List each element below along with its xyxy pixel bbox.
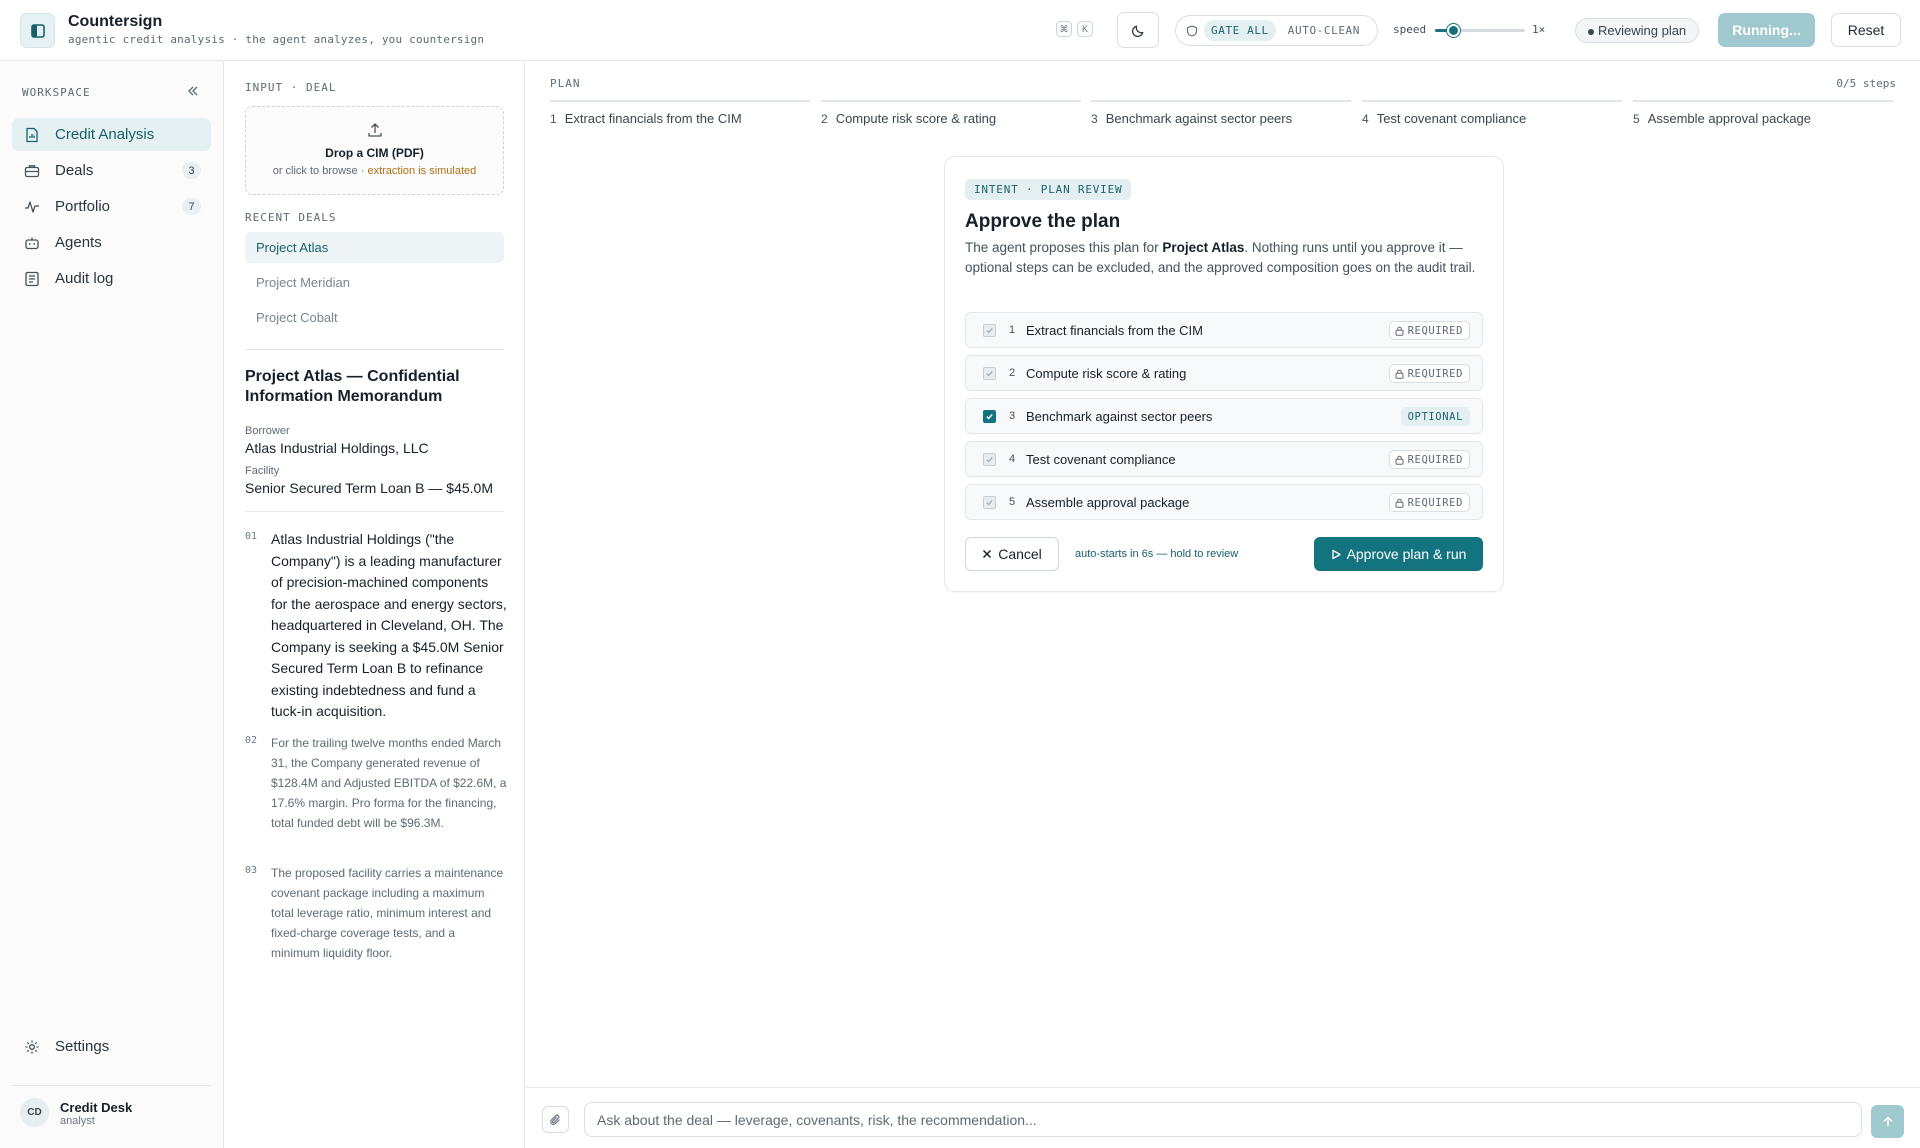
- sidebar-item-audit-log[interactable]: [12, 262, 211, 295]
- paragraph-number: 01: [245, 531, 258, 542]
- step-count: 0/5 steps: [1836, 77, 1896, 90]
- deal-item-project-cobalt[interactable]: Project Cobalt: [256, 310, 338, 325]
- arrow-up-icon: [1882, 1116, 1894, 1128]
- chat-bar: [526, 1087, 1920, 1148]
- step-label: Extract financials from the CIM: [564, 111, 742, 126]
- step-progress-bar: [550, 100, 810, 102]
- user-role: analyst: [60, 1115, 95, 1127]
- moon-icon: [1131, 23, 1146, 38]
- attach-button[interactable]: [542, 1106, 569, 1133]
- card-title: Approve the plan: [965, 211, 1121, 232]
- deal-panel: [225, 61, 525, 1148]
- step-number: 5: [1633, 112, 1640, 126]
- required-tag: REQUIRED: [1389, 493, 1470, 512]
- facility-label: Facility: [245, 465, 280, 477]
- user-name: Credit Desk: [60, 1100, 133, 1115]
- send-button[interactable]: [1871, 1105, 1904, 1138]
- deal-item-project-meridian[interactable]: Project Meridian: [256, 275, 350, 290]
- paragraph-number: 02: [245, 735, 258, 746]
- input-deal-label: INPUT · DEAL: [245, 81, 337, 94]
- gate-mode-group: [1175, 15, 1378, 46]
- chat-input[interactable]: [584, 1102, 1862, 1137]
- app-title: Countersign: [68, 13, 163, 30]
- simulated-note: extraction is simulated: [367, 165, 477, 177]
- document-chart-icon: [23, 126, 41, 144]
- step-label: Benchmark against sector peers: [1105, 111, 1293, 126]
- workspace-label: WORKSPACE: [22, 86, 91, 99]
- required-tag: REQUIRED: [1389, 364, 1470, 383]
- step-checkbox: [983, 496, 996, 509]
- lock-icon: [1395, 369, 1404, 379]
- sidebar: [0, 61, 224, 1148]
- optional-tag: OPTIONAL: [1401, 407, 1470, 426]
- theme-toggle-button[interactable]: [1117, 12, 1159, 48]
- plan-review-card: [944, 156, 1504, 592]
- paragraph-number: 03: [245, 865, 258, 876]
- count-badge: 3: [182, 162, 201, 179]
- row-number: 2: [1009, 367, 1016, 379]
- step-checkbox: [983, 324, 996, 337]
- required-tag: REQUIRED: [1389, 450, 1470, 469]
- panel-divider: [245, 511, 504, 512]
- intent-chip: INTENT · PLAN REVIEW: [965, 179, 1131, 200]
- recent-deals-label: RECENT DEALS: [245, 211, 337, 224]
- lock-icon: [1395, 498, 1404, 508]
- activity-icon: [23, 198, 41, 216]
- lock-icon: [1395, 326, 1404, 336]
- plan-row: [965, 398, 1483, 434]
- step-number: 3: [1091, 112, 1098, 126]
- sidebar-item-deals[interactable]: [12, 154, 211, 187]
- auto-clean-toggle[interactable]: AUTO-CLEAN: [1287, 24, 1361, 37]
- facility-value: Senior Secured Term Loan B — $45.0M: [245, 480, 493, 496]
- robot-icon: [23, 234, 41, 252]
- plan-step: [550, 100, 810, 126]
- upload-icon: [367, 122, 383, 138]
- memo-paragraph: [245, 733, 507, 833]
- row-number: 5: [1009, 496, 1016, 508]
- borrower-value: Atlas Industrial Holdings, LLC: [245, 440, 429, 456]
- sidebar-item-label: Audit log: [55, 270, 114, 287]
- approve-plan-button[interactable]: Approve plan & run: [1314, 537, 1483, 571]
- plan-step: [821, 100, 1081, 126]
- row-number: 4: [1009, 453, 1016, 465]
- step-progress-bar: [821, 100, 1081, 102]
- plan-label: PLAN: [550, 77, 581, 90]
- step-progress-bar: [1091, 100, 1351, 102]
- row-title: Assemble approval package: [1026, 495, 1190, 510]
- paragraph-text: Atlas Industrial Holdings ("the Company") is a leading manufacturer of precision-machined components for the aerospace and energy sectors, headquartered in Cleveland, OH. The Company is seeking a $45.0M Senior Secured Term Loan B to refinance existing indebtedness and fund a tuck-in acquisition.: [271, 531, 507, 719]
- deal-name: Project Atlas: [1162, 240, 1245, 255]
- briefcase-icon: [23, 162, 41, 180]
- step-number: 1: [550, 112, 557, 126]
- step-number: 2: [821, 112, 828, 126]
- memo-paragraph: [245, 863, 507, 963]
- plan-row: [965, 484, 1483, 520]
- sidebar-item-label: Settings: [55, 1038, 110, 1055]
- row-number: 3: [1009, 410, 1016, 422]
- dropzone-subtitle: or click to browse · extraction is simulated: [272, 165, 477, 177]
- document-title: Project Atlas — Confidential Information Memorandum: [245, 368, 460, 405]
- sidebar-item-portfolio[interactable]: [12, 190, 211, 223]
- card-description: The agent proposes this plan for Project Atlas. Nothing runs until you approve it — optional steps can be excluded, and the approved composition goes on the audit trail.: [965, 240, 1476, 275]
- cancel-button[interactable]: Cancel: [965, 537, 1059, 571]
- deal-item-project-atlas[interactable]: Project Atlas: [245, 232, 504, 263]
- speed-slider-thumb[interactable]: [1447, 24, 1460, 37]
- plan-row: [965, 441, 1483, 477]
- plan-row: [965, 312, 1483, 348]
- required-tag: REQUIRED: [1389, 321, 1470, 340]
- status-badge: Reviewing plan: [1575, 18, 1699, 43]
- row-number: 1: [1009, 324, 1016, 336]
- speed-label: speed: [1393, 23, 1427, 36]
- step-checkbox: [983, 453, 996, 466]
- command-key: ⌘: [1056, 21, 1072, 37]
- lock-icon: [1395, 455, 1404, 465]
- memo-paragraph: [245, 529, 507, 723]
- reset-button[interactable]: Reset: [1831, 13, 1901, 47]
- close-icon: [982, 549, 992, 559]
- avatar[interactable]: CD: [20, 1098, 49, 1127]
- gate-all-toggle[interactable]: GATE ALL: [1204, 20, 1276, 41]
- row-title: Compute risk score & rating: [1026, 366, 1187, 381]
- sidebar-item-settings[interactable]: [12, 1030, 211, 1063]
- step-label: Assemble approval package: [1647, 111, 1812, 126]
- gear-icon: [23, 1038, 41, 1056]
- audit-log-icon: [23, 270, 41, 288]
- row-title: Test covenant compliance: [1026, 452, 1176, 467]
- app-header: [0, 0, 1920, 61]
- sidebar-item-agents[interactable]: [12, 226, 211, 259]
- step-checkbox: [983, 367, 996, 380]
- sidebar-item-label: Portfolio: [55, 198, 111, 215]
- step-checkbox[interactable]: [983, 410, 996, 423]
- step-label: Test covenant compliance: [1376, 111, 1527, 126]
- k-key: K: [1077, 21, 1093, 37]
- plan-step: [1091, 100, 1351, 126]
- running-button[interactable]: Running...: [1718, 13, 1815, 47]
- speed-value: 1×: [1532, 23, 1546, 36]
- shield-icon: [1186, 25, 1198, 37]
- paragraph-text: The proposed facility carries a maintenance covenant package including a maximum total leverage ratio, minimum interest and fixed-charge coverage tests, and a minimum liquidity floor.: [271, 866, 504, 960]
- paperclip-icon: [549, 1113, 562, 1127]
- step-number: 4: [1362, 112, 1369, 126]
- sidebar-divider: [12, 1085, 211, 1086]
- collapse-sidebar-icon[interactable]: [186, 84, 200, 98]
- sidebar-item-label: Agents: [55, 234, 102, 251]
- row-title: Extract financials from the CIM: [1026, 323, 1203, 338]
- sidebar-toggle-icon[interactable]: [20, 13, 55, 48]
- sidebar-item-label: Deals: [55, 162, 94, 179]
- plan-row: [965, 355, 1483, 391]
- plan-step: [1362, 100, 1622, 126]
- speed-slider[interactable]: [1435, 29, 1525, 32]
- cim-dropzone[interactable]: [245, 106, 504, 195]
- app-subtitle: agentic credit analysis · the agent analyzes, you countersign: [68, 33, 485, 46]
- main-area: [526, 61, 1920, 1087]
- sidebar-item-credit-analysis[interactable]: [12, 118, 211, 151]
- row-title: Benchmark against sector peers: [1026, 409, 1213, 424]
- step-label: Compute risk score & rating: [835, 111, 997, 126]
- paragraph-text: For the trailing twelve months ended March 31, the Company generated revenue of $128.4M and Adjusted EBITDA of $22.6M, a 17.6% margin. Pro forma for the financing, total funded debt will be $96.3M.: [271, 736, 507, 830]
- count-badge: 7: [182, 198, 201, 215]
- step-progress-bar: [1633, 100, 1893, 102]
- dropzone-title: Drop a CIM (PDF): [325, 146, 424, 160]
- plan-step: [1633, 100, 1893, 126]
- sidebar-item-label: Credit Analysis: [55, 126, 155, 143]
- step-progress-bar: [1362, 100, 1622, 102]
- panel-divider: [245, 349, 504, 350]
- borrower-label: Borrower: [245, 425, 290, 437]
- play-icon: [1331, 549, 1342, 560]
- auto-start-note[interactable]: auto-starts in 6s — hold to review: [1075, 548, 1239, 560]
